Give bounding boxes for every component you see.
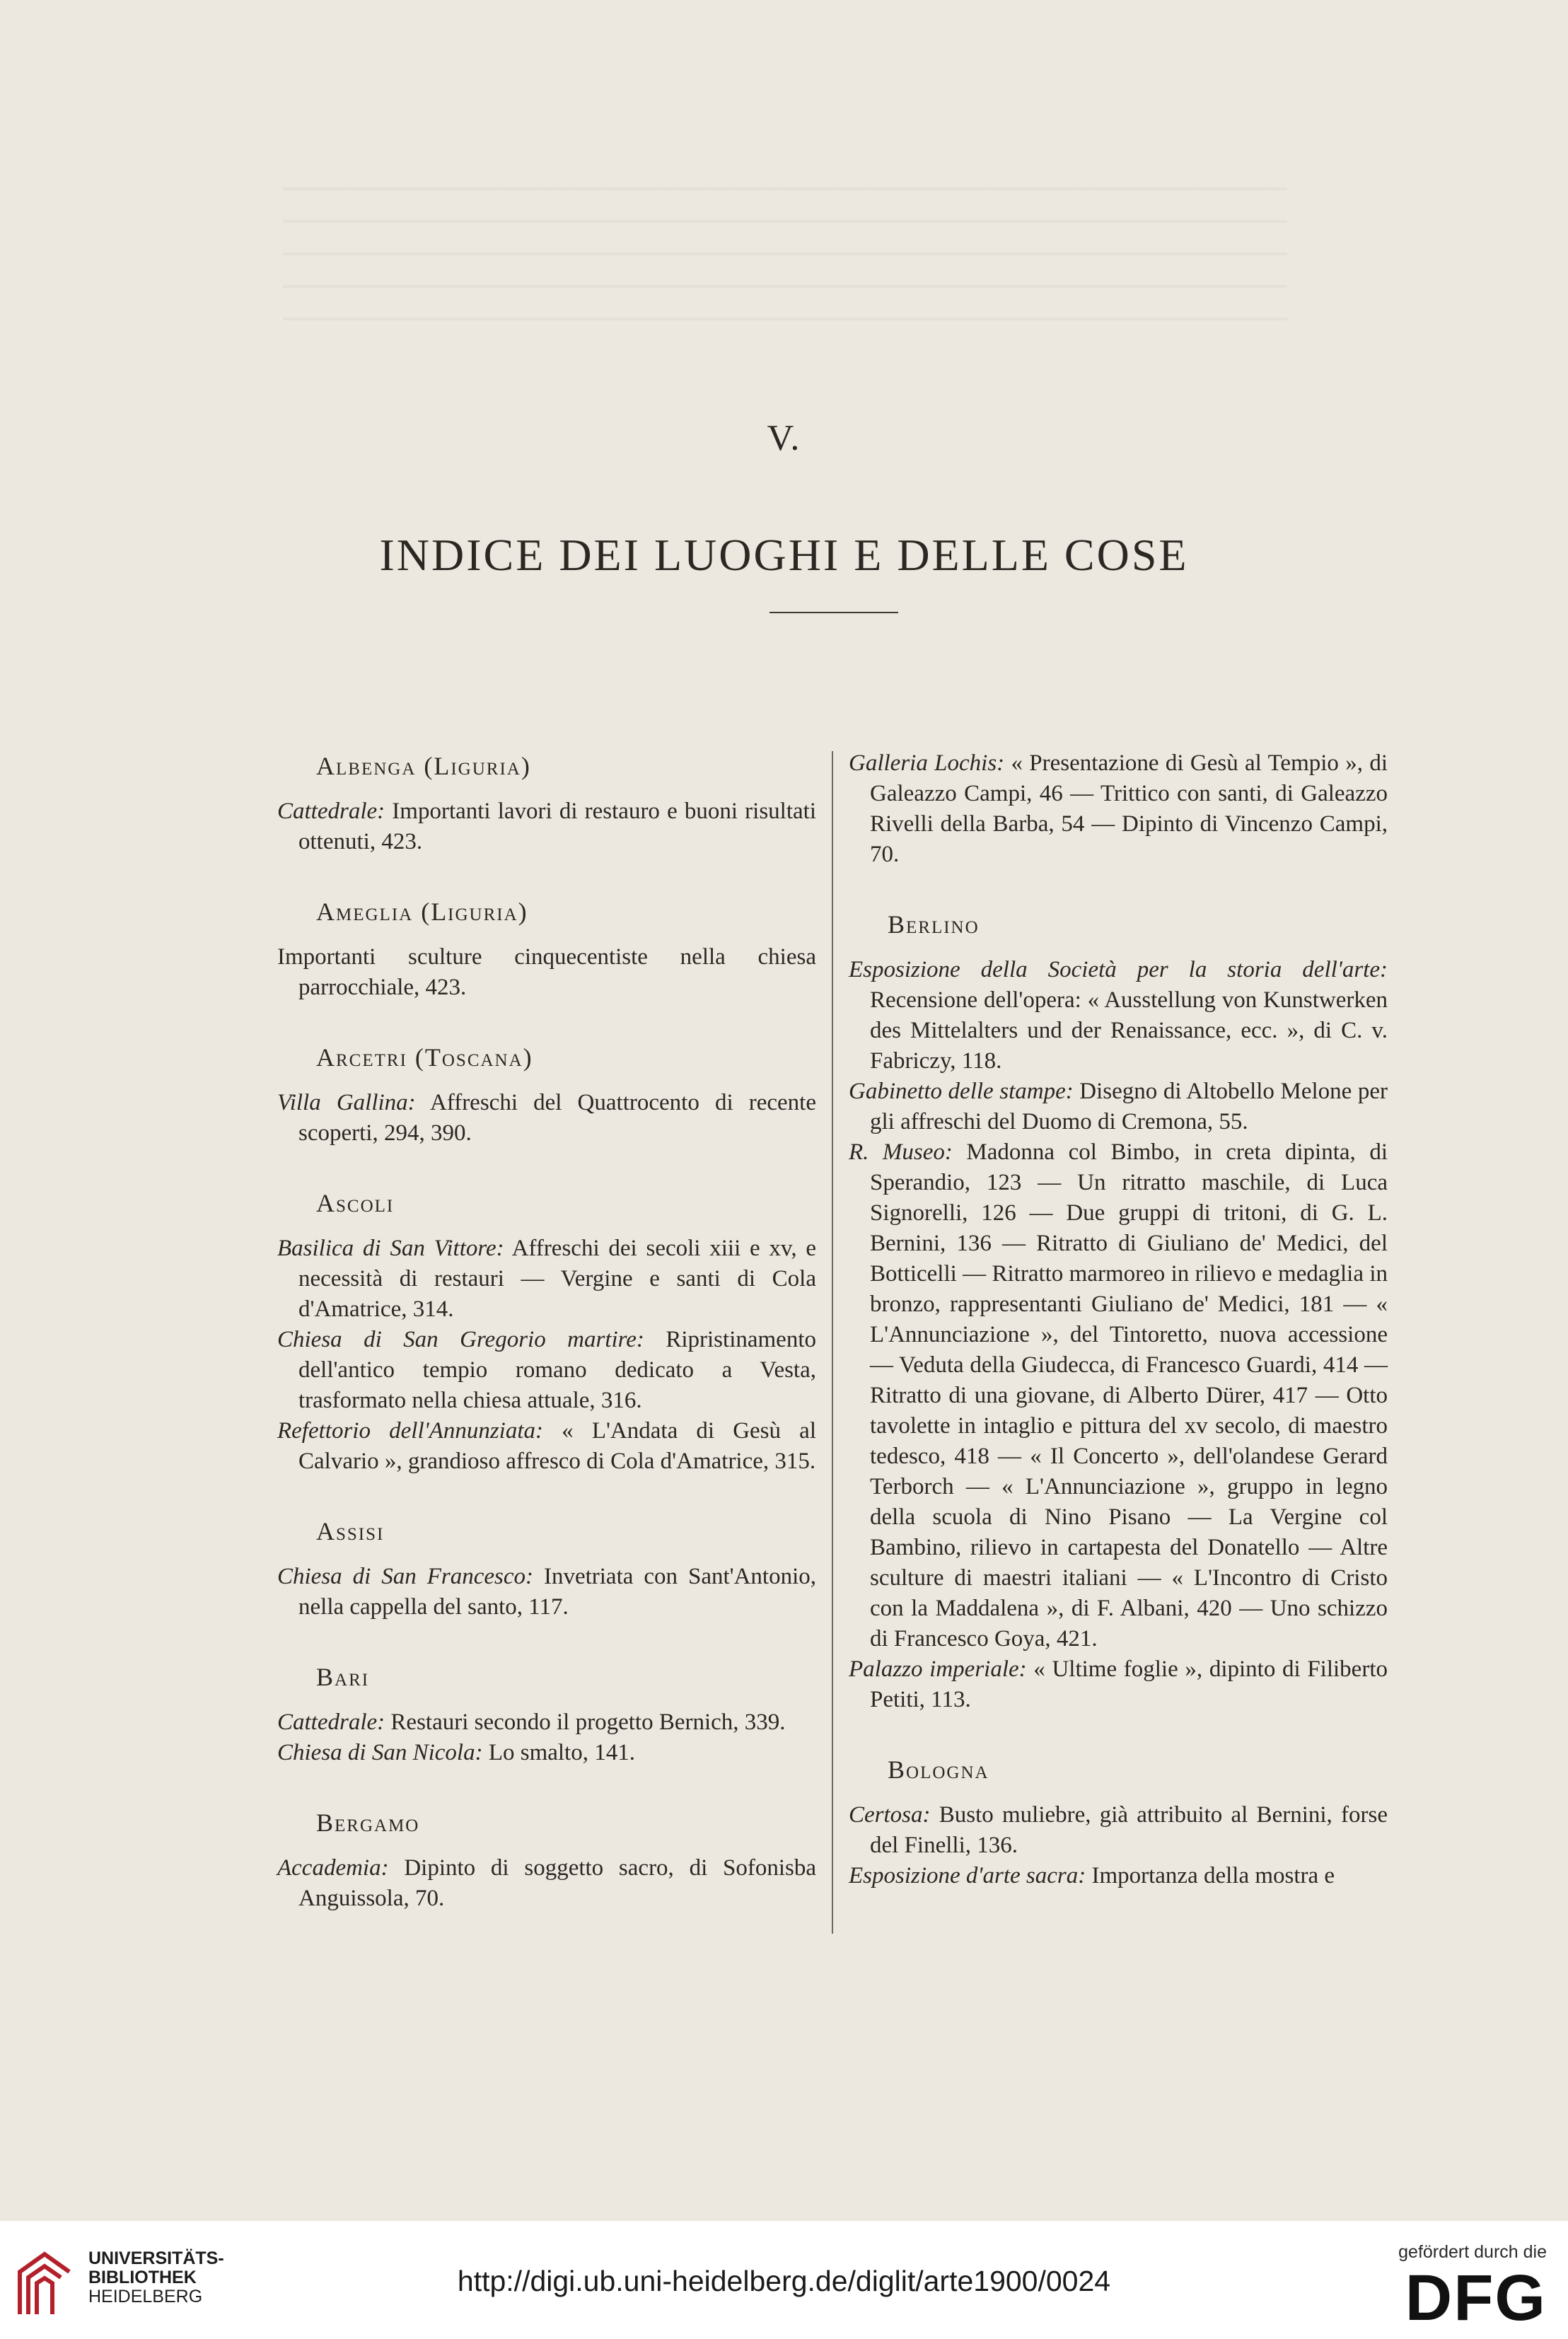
entry-place: Villa Gallina: (277, 1090, 416, 1115)
entry-place: Esposizione d'arte sacra: (849, 1863, 1086, 1888)
section-heading: Assisi (316, 1517, 385, 1545)
entry-text: « Presentazione di Gesù al Tempio », di Galeazzo Campi, 46 — Trittico con santi, di Galeazzo Rivelli della Barba, 54 — Dipinto di Vincenzo Campi, 70. (870, 750, 1388, 867)
section-heading: Bari (316, 1663, 370, 1691)
index-entry (277, 1707, 816, 1738)
page-url-link[interactable]: http://digi.ub.uni-heidelberg.de/diglit/arte1900/0024 (457, 2265, 1111, 2297)
entry-text: Busto muliebre, già attribuito al Bernini, forse del Finelli, 136. (870, 1802, 1388, 1858)
entry-text: Importanti lavori di restauro e buoni risultati ottenuti, 423. (298, 799, 816, 854)
index-section (277, 1185, 816, 1477)
entry-text: Affreschi del Quattrocento di recente scoperti, 294, 390. (298, 1090, 816, 1146)
funder-caption: gefördert durch die (1398, 2242, 1547, 2262)
index-section (849, 1752, 1388, 1891)
index-entry (849, 1076, 1388, 1137)
index-entry (277, 1738, 816, 1768)
entry-text: Madonna col Bimbo, in creta dipinta, di Sperandio, 123 — Un ritratto maschile, di Luca Signorelli, 126 — Due gruppi di tritoni, di G. L. Bernini, 136 — Ritratto di Giuliano de' Medici, del Botticelli — Ritratto marmoreo in rilievo e medaglia in bronzo, rappresentanti Giuliano de' Medici, 181 — « L'Annunciazione », del Tintoretto, nuova accessione — Veduta della Giudecca, di Francesco Guardi, 414 — Ritratto di una giovane, di Alberto Dürer, 417 — Otto tavolette in intaglio e pittura del xv secolo, di maestro tedesco, 418 — « Il Concerto », dell'olandese Gerard Terborch — « L'Annunciazione », gruppo in legno della scuola di Nino Pisano — La Vergine col Bambino, rilievo in cartapesta del Donatello — Altre sculture di maestri italiani — « L'Incontro di Cristo con la Maddalena », di F. Albani, 420 — Uno schizzo di Francesco Goya, 421. (870, 1139, 1388, 1652)
index-entry (849, 748, 1388, 870)
index-section (277, 1659, 816, 1768)
index-section (277, 748, 816, 857)
index-entry (849, 1800, 1388, 1861)
entry-place: Refettorio dell'Annunziata: (277, 1418, 543, 1444)
section-heading: Ameglia (Liguria) (316, 898, 528, 926)
section-heading: Berlino (888, 910, 980, 939)
library-name-line3: HEIDELBERG (88, 2287, 203, 2306)
title-rule (770, 612, 898, 613)
page-title: INDICE DEI LUOGHI E DELLE COSE (379, 529, 1189, 580)
funder-block (1384, 2242, 1547, 2334)
index-section (277, 1514, 816, 1623)
digitization-footer (0, 2221, 1568, 2339)
library-name-line2: BIBLIOTHEK (88, 2268, 197, 2287)
entry-place: Accademia: (277, 1855, 389, 1881)
entry-text: Lo smalto, 141. (482, 1740, 635, 1765)
index-entry (849, 1137, 1388, 1654)
entry-place: Gabinetto delle stampe: (849, 1079, 1074, 1104)
entry-text: « L'Andata di Gesù al Calvario », grandioso affresco di Cola d'Amatrice, 315. (298, 1418, 816, 1474)
show-through-text (283, 187, 1287, 350)
entry-place: Basilica di San Vittore: (277, 1236, 504, 1261)
entry-place: Palazzo imperiale: (849, 1656, 1027, 1682)
index-entry (277, 1853, 816, 1914)
index-entry (277, 1416, 816, 1477)
index-section (277, 1805, 816, 1914)
section-heading: Arcetri (Toscana) (316, 1043, 533, 1072)
section-numeral: V. (767, 418, 801, 458)
index-section (277, 1040, 816, 1149)
entry-place: Certosa: (849, 1802, 931, 1828)
entry-text: Importanti sculture cinquecentiste nella chiesa parrocchiale, 423. (277, 944, 816, 1000)
section-heading: Albenga (Liguria) (316, 752, 531, 780)
entry-place: Chiesa di San Francesco: (277, 1564, 533, 1589)
index-entry (277, 796, 816, 857)
entry-text: Restauri secondo il progetto Bernich, 339. (385, 1710, 786, 1735)
index-entry (849, 1861, 1388, 1891)
entry-place: Chiesa di San Nicola: (277, 1740, 483, 1765)
entry-place: Chiesa di San Gregorio martire: (277, 1327, 644, 1352)
entry-text: « Ultime foglie », dipinto di Filiberto Petiti, 113. (870, 1656, 1388, 1712)
section-heading: Ascoli (316, 1189, 395, 1217)
index-entry (849, 1654, 1388, 1715)
entry-place: Cattedrale: (277, 1710, 385, 1735)
entry-place: Galleria Lochis: (849, 750, 1005, 776)
entry-text: Disegno di Altobello Melone per gli affreschi del Duomo di Cremona, 55. (870, 1079, 1388, 1134)
entry-place: Esposizione della Società per la storia dell'arte: (849, 957, 1388, 982)
index-section (849, 907, 1388, 1715)
entry-text: Invetriata con Sant'Antonio, nella cappella del santo, 117. (298, 1564, 816, 1620)
index-entry (277, 942, 816, 1003)
section-heading: Bergamo (316, 1809, 420, 1837)
index-section (277, 894, 816, 1003)
index-entry (277, 1234, 816, 1325)
right-column (849, 748, 1388, 1928)
index-entry (277, 1088, 816, 1149)
column-divider (832, 751, 833, 1934)
entry-text: Importanza della mostra e (1086, 1863, 1335, 1888)
entry-text: Affreschi dei secoli xiii e xv, e necessità di restauri — Vergine e santi di Cola d'Amatrice, 314. (298, 1236, 816, 1322)
entry-text: Dipinto di soggetto sacro, di Sofonisba Anguissola, 70. (298, 1855, 816, 1911)
entry-place: R. Museo: (849, 1139, 953, 1165)
index-entry (277, 1562, 816, 1623)
dfg-logo: DFG (1405, 2262, 1547, 2334)
entry-place: Cattedrale: (277, 799, 385, 824)
index-entry (277, 1325, 816, 1416)
index-section (849, 748, 1388, 870)
left-column (277, 748, 816, 1951)
library-name-line1: UNIVERSITÄTS- (88, 2248, 224, 2268)
index-entry (849, 955, 1388, 1076)
section-heading: Bologna (888, 1755, 989, 1784)
entry-text: Ripristinamento dell'antico tempio romano dedicato a Vesta, trasformato nella chiesa attuale, 316. (298, 1327, 816, 1413)
entry-text: Recensione dell'opera: « Ausstellung von Kunstwerken des Mittelalters und der Renaissance, ecc. », di C. v. Fabriczy, 118. (870, 987, 1388, 1074)
